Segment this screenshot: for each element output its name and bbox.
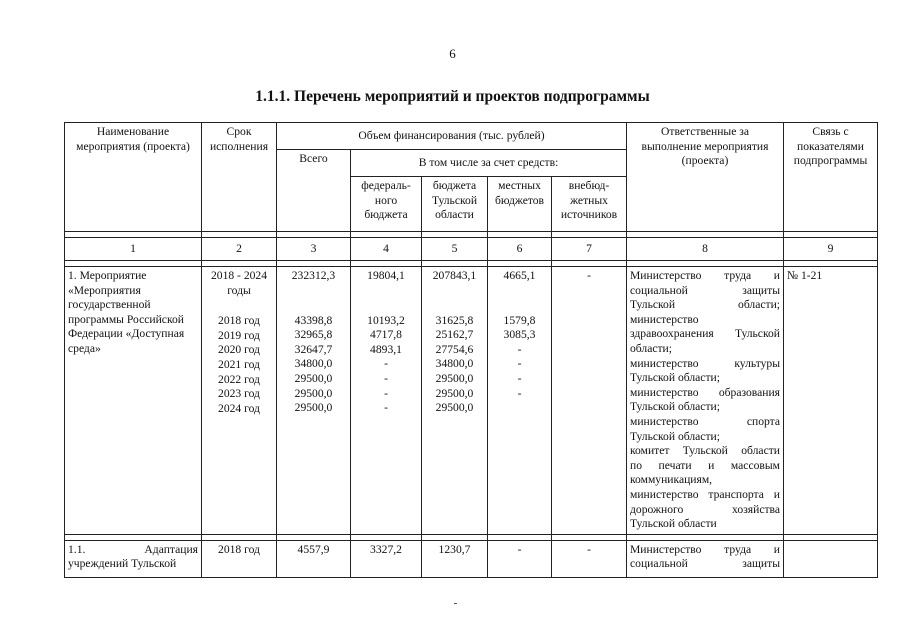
- column-number: 5: [422, 238, 488, 261]
- table-row: [65, 540, 878, 577]
- activity-term: 2018 - 2024 годы 2018 год 2019 год 2020 год 2021 год 2022 год 2023 год 2024 год: [202, 267, 277, 535]
- responsible-bodies: Министерство труда и социальной защиты Тульской области; министерство здравоохранения Тульской области; министерство культуры Тульской области; министерство образования Тульской области; министерство спорта Тульской области; комитет Тульской области по печати и массовым коммуникациям, министерство транспорта и дорожного хозяйства Тульской области: [627, 267, 784, 535]
- scan-mark: [454, 603, 457, 604]
- column-number: 8: [627, 238, 784, 261]
- column-number: 6: [488, 238, 552, 261]
- header-federal: федераль- ного бюджета: [351, 177, 422, 232]
- funding-total: 4557,9: [277, 540, 351, 577]
- page-title: 1.1.1. Перечень мероприятий и проектов подпрограммы: [255, 88, 650, 105]
- funding-offbudget: -: [552, 540, 627, 577]
- activities-table: [64, 122, 878, 578]
- header-total: Всего: [277, 150, 351, 232]
- funding-federal: 3327,2: [351, 540, 422, 577]
- header-funding: Объем финансирования (тыс. рублей): [277, 123, 627, 150]
- column-number: 4: [351, 238, 422, 261]
- header-local: местных бюджетов: [488, 177, 552, 232]
- funding-federal: 19804,1 10193,2 4717,8 4893,1 - - - -: [351, 267, 422, 535]
- column-numbers-row: [65, 238, 878, 261]
- activity-name: 1. Мероприятие «Мероприятия государственной программы Российской Федерации «Доступная среда»: [65, 267, 202, 535]
- header-link: Связь с показателями подпрограммы: [784, 123, 878, 232]
- header-responsible: Ответственные за выполнение мероприятия (проекта): [627, 123, 784, 232]
- column-number: 1: [65, 238, 202, 261]
- column-number: 2: [202, 238, 277, 261]
- responsible-bodies: Министерство труда и социальной защиты: [627, 540, 784, 577]
- table-row: [65, 267, 878, 535]
- header-offbudget: внебюд- жетных источников: [552, 177, 627, 232]
- funding-regional: 1230,7: [422, 540, 488, 577]
- indicator-link: № 1-21: [784, 267, 878, 535]
- funding-total: 232312,3 43398,8 32965,8 32647,7 34800,0 29500,0 29500,0 29500,0: [277, 267, 351, 535]
- header-name: Наименование мероприятия (проекта): [65, 123, 202, 232]
- page-number: 6: [449, 46, 456, 61]
- column-number: 7: [552, 238, 627, 261]
- header-regional: бюджета Тульской области: [422, 177, 488, 232]
- header-term: Срок исполнения: [202, 123, 277, 232]
- funding-local: -: [488, 540, 552, 577]
- column-number: 9: [784, 238, 878, 261]
- column-number: 3: [277, 238, 351, 261]
- funding-offbudget: -: [552, 267, 627, 535]
- activity-term: 2018 год: [202, 540, 277, 577]
- activity-name: 1.1. Адаптация учреждений Тульской: [65, 540, 202, 577]
- funding-regional: 207843,1 31625,8 25162,7 27754,6 34800,0 29500,0 29500,0 29500,0: [422, 267, 488, 535]
- indicator-link: [784, 540, 878, 577]
- funding-local: 4665,1 1579,8 3085,3 - - - -: [488, 267, 552, 535]
- header-including: В том числе за счет средств:: [351, 150, 627, 177]
